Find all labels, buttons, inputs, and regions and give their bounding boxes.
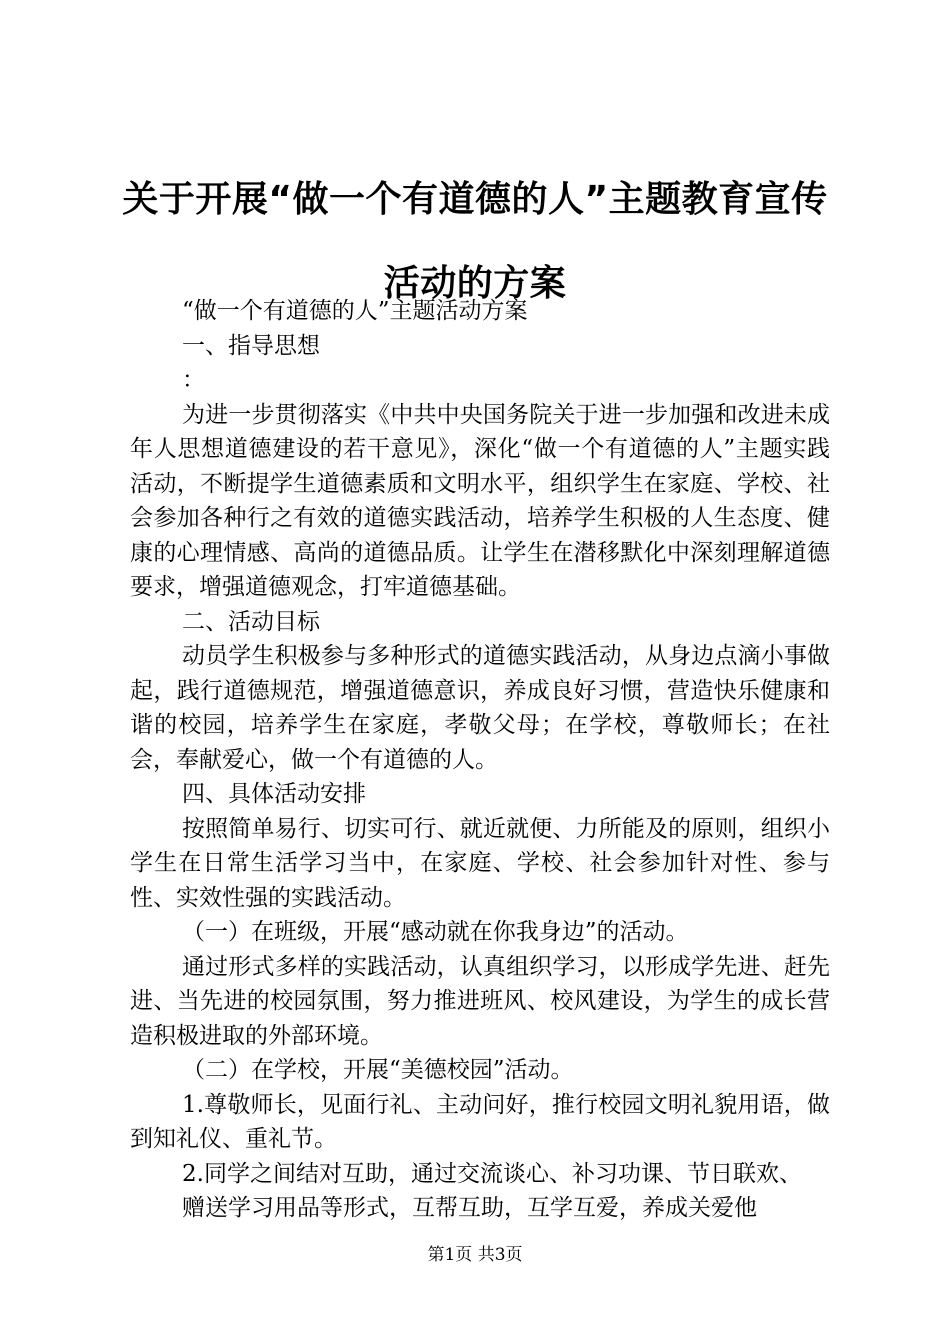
body-paragraph: 按照简单易行、切实可行、就近就便、力所能及的原则，组织小学生在日常生活学习当中，在家庭、学校、社会参加针对性、参与性、实效性强的实践活动。 — [130, 815, 830, 911]
page-number-footer: 第1页 共3页 — [427, 1245, 523, 1265]
subtitle-paragraph: “做一个有道德的人”主题活动方案 — [182, 298, 528, 324]
subsection-heading-school: （二）在学校，开展“美德校园”活动。 — [182, 1057, 574, 1083]
document-title: 关于开展“做一个有道德的人”主题教育宣传活动的方案 — [122, 179, 828, 304]
document-body — [130, 294, 830, 1226]
list-item: 2.同学之间结对互助，通过交流谈心、补习功课、节日联欢、 — [182, 1160, 802, 1187]
section-heading-activity-goals: 二、活动目标 — [182, 608, 320, 635]
section-heading-activity-arrangement: 四、具体活动安排 — [182, 781, 366, 807]
body-paragraph: 赠送学习用品等形式，互帮互助，互学互爱，养成关爱他 — [182, 1195, 757, 1221]
body-paragraph: 为进一步贯彻落实《中共中央国务院关于进一步加强和改进未成年人思想道德建设的若干意见》，深化“做一个有道德的人”主题实践活动，不断提学生道德素质和文明水平，组织学生在家庭、学校、社会参加各种行之有效的道德实践活动，培养学生积极的人生态度、健康的心理情感、高尚的道德品质。让学生在潜移默化中深刻理解道德要求，增强道德观念，打牢道德基础。 — [130, 401, 830, 600]
body-paragraph: 动员学生积极参与多种形式的道德实践活动，从身边点滴小事做起，践行道德规范，增强道德意识，养成良好习惯，营造快乐健康和谐的校园，培养学生在家庭，孝敬父母；在学校，尊敬师长；在社会，奉献爱心，做一个有道德的人。 — [130, 643, 830, 773]
colon-line: ： — [182, 367, 205, 393]
body-paragraph: 通过形式多样的实践活动，认真组织学习，以形成学先进、赶先进、当先进的校园氛围，努力推进班风、校风建设，为学生的成长营造积极进取的外部环境。 — [130, 953, 830, 1049]
list-item: 1.尊敬师长，见面行礼、主动问好，推行校园文明礼貌用语，做到知礼仪、重礼节。 — [130, 1091, 830, 1152]
section-heading-guiding-thought: 一、指导思想 — [182, 332, 320, 359]
subsection-heading-class: （一）在班级，开展“感动就在你我身边”的活动。 — [182, 919, 689, 945]
